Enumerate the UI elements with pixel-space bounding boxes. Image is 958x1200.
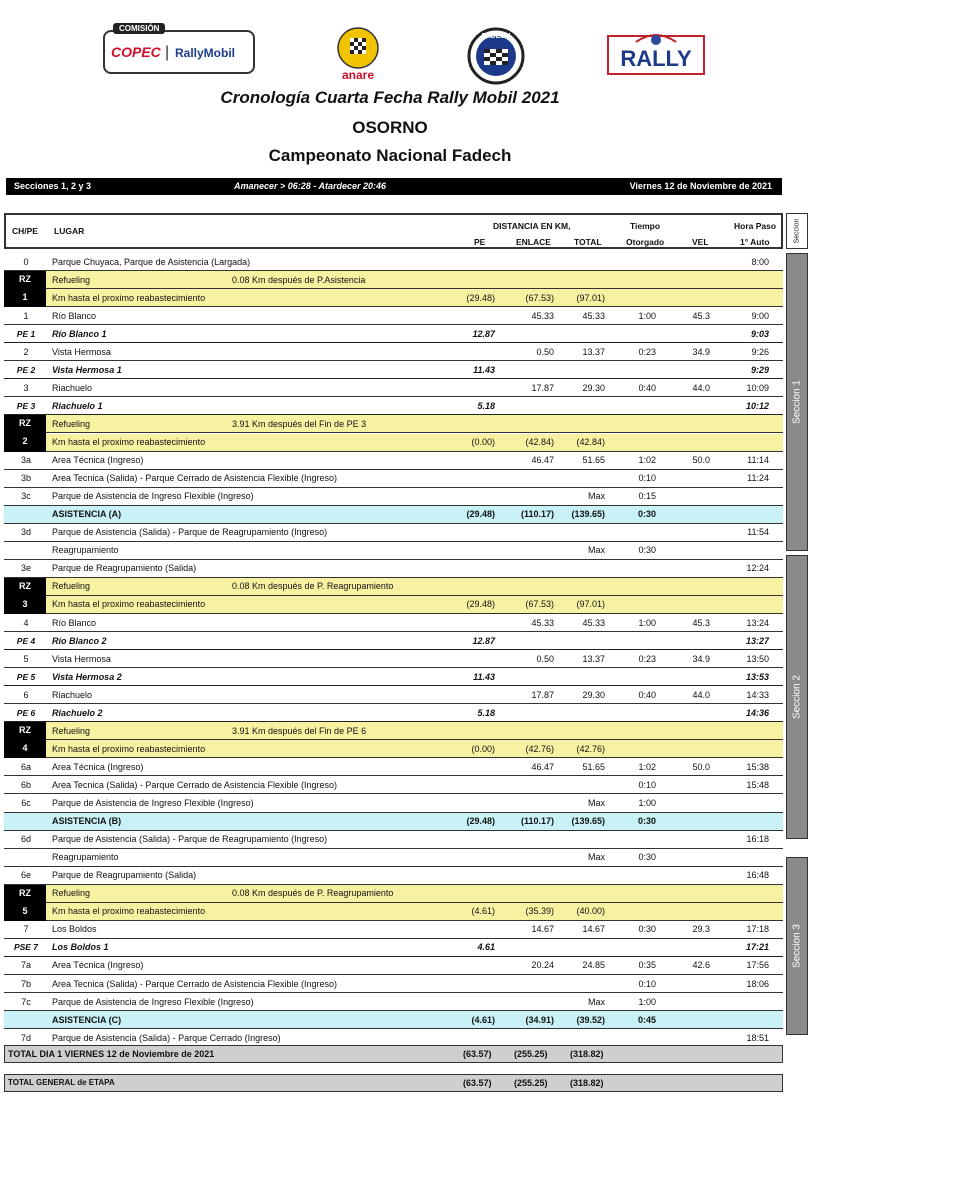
ch-cell: 3b xyxy=(20,473,31,484)
stage-row xyxy=(4,668,783,686)
lugar-cell: Los Boldos 1 xyxy=(52,942,109,953)
header-distancia: DISTANCIA EN KM, xyxy=(493,221,571,231)
refuel-zone-badge xyxy=(4,885,46,921)
stage-row xyxy=(4,704,783,722)
total-general-pe: (63.57) xyxy=(463,1078,492,1088)
tiempo-cell: 0:30 xyxy=(638,545,656,556)
enlace-cell: 46.47 xyxy=(531,761,554,772)
total-general-total: (318.82) xyxy=(570,1078,604,1088)
vel-cell: 50.0 xyxy=(692,761,710,772)
lugar-cell: Parque de Asistencia (Salida) - Parque de Reagrupamiento (Ingreso) xyxy=(52,527,328,538)
ch-cell: 6e xyxy=(20,870,31,881)
hora-cell: 16:48 xyxy=(746,870,769,881)
lugar-cell: Refueling xyxy=(52,274,91,285)
date-label: Viernes 12 de Noviembre de 2021 xyxy=(629,181,772,191)
enlace-cell: 14.67 xyxy=(531,924,554,935)
enlace-cell: (110.17) xyxy=(520,816,554,827)
ch-cell: 3 xyxy=(23,382,29,393)
refuel-zone-badge xyxy=(4,415,46,451)
table-row xyxy=(4,975,783,993)
ch-cell: 3c xyxy=(21,491,31,502)
copec-tag: COMISIÓN xyxy=(113,23,165,34)
tiempo-cell: 1:00 xyxy=(638,310,656,321)
refuel-row xyxy=(4,722,783,740)
total-cell: 51.65 xyxy=(582,761,605,772)
hora-cell: 14:33 xyxy=(746,689,769,700)
header-chpe: CH/PE xyxy=(12,226,38,236)
refuel-row xyxy=(4,415,783,433)
total-cell: Max xyxy=(587,491,605,502)
lugar-cell: Río Blanco xyxy=(52,310,97,321)
table-row xyxy=(4,470,783,488)
header-primer-auto: 1° Auto xyxy=(740,237,770,247)
pe-cell: 12.87 xyxy=(472,635,495,646)
rz-label: RZ xyxy=(19,418,31,429)
section-1-band xyxy=(786,253,808,551)
pe-cell: 11.43 xyxy=(473,671,495,682)
lugar-cell: Reagrupamiento xyxy=(52,852,119,863)
lugar-cell: Riachuelo 2 xyxy=(52,707,103,718)
tiempo-cell: 0:10 xyxy=(638,779,656,790)
total-cell: 51.65 xyxy=(582,455,605,466)
ch-cell: PSE 7 xyxy=(13,942,39,953)
table-row xyxy=(4,452,783,470)
header-lugar: LUGAR xyxy=(54,226,85,236)
lugar-cell: ASISTENCIA (B) xyxy=(52,816,122,827)
enlace-cell: 0.50 xyxy=(536,346,554,357)
lugar-cell: Refueling xyxy=(52,888,91,899)
hora-cell: 11:54 xyxy=(747,527,769,538)
copec-rallymobil-logo xyxy=(103,24,255,74)
table-row xyxy=(4,343,783,361)
lugar-cell: Area Técnica (Ingreso) xyxy=(52,761,144,772)
refuel-zone-badge xyxy=(4,578,46,614)
table-row xyxy=(4,560,783,578)
table-row xyxy=(4,614,783,632)
hora-cell: 9:26 xyxy=(751,346,769,357)
ch-cell: 6c xyxy=(21,798,31,809)
hora-cell: 9:00 xyxy=(751,310,769,321)
total-dia-pe: (63.57) xyxy=(463,1049,492,1059)
lugar-cell: Riachuelo 1 xyxy=(52,400,103,411)
pe-cell: (29.48) xyxy=(466,509,495,520)
total-cell: Max xyxy=(587,996,605,1007)
lugar-cell: Riachuelo xyxy=(52,689,93,700)
lugar-cell: Vista Hermosa 2 xyxy=(52,671,122,682)
hora-cell: 13:53 xyxy=(745,671,769,682)
hora-cell: 18:06 xyxy=(746,978,769,989)
section-column-header xyxy=(786,213,808,249)
rz-label: RZ xyxy=(19,725,31,736)
section-2-label: Seccion 2 xyxy=(791,675,803,719)
stage-row xyxy=(4,632,783,650)
lugar-cell: Parque de Asistencia (Salida) - Parque Cerrado (Ingreso) xyxy=(52,1032,281,1043)
ch-cell: 4 xyxy=(23,617,29,628)
sections-label: Secciones 1, 2 y 3 xyxy=(14,181,92,191)
ch-cell: 7c xyxy=(21,996,31,1007)
rallymobil-brand: RallyMobil xyxy=(175,46,236,60)
lugar-cell: Parque Chuyaca, Parque de Asistencia (Largada) xyxy=(52,256,251,267)
total-cell: 45.33 xyxy=(582,310,605,321)
rz-label: RZ xyxy=(19,274,31,285)
asistencia-row xyxy=(4,813,783,831)
tiempo-cell: 0:40 xyxy=(638,689,656,700)
table-row xyxy=(4,524,783,542)
tiempo-cell: 0:10 xyxy=(638,978,656,989)
lugar-cell: Area Técnica (Ingreso) xyxy=(52,455,144,466)
table-row xyxy=(4,253,783,271)
enlace-cell: (42.76) xyxy=(525,743,554,754)
ch-cell: PE 6 xyxy=(16,707,36,718)
tiempo-cell: 1:00 xyxy=(638,617,656,628)
refuel-note: 0.08 Km después de P.Asistencia xyxy=(232,274,366,285)
refuel-row xyxy=(4,289,783,307)
hora-cell: 9:29 xyxy=(750,364,769,375)
vel-cell: 29.3 xyxy=(692,924,710,935)
lugar-cell: Km hasta el proximo reabastecimiento xyxy=(52,437,206,448)
total-cell: Max xyxy=(587,798,605,809)
lugar-cell: Parque de Asistencia de Ingreso Flexible (Ingreso) xyxy=(52,996,254,1007)
refuel-row xyxy=(4,434,783,452)
ch-cell: 6d xyxy=(20,834,31,845)
header-hora-paso: Hora Paso xyxy=(734,221,777,231)
pe-cell: (29.48) xyxy=(466,816,495,827)
section-2-band xyxy=(786,555,808,839)
total-cell: 13.37 xyxy=(582,653,605,664)
tiempo-cell: 1:00 xyxy=(638,798,656,809)
total-general-row xyxy=(4,1074,783,1092)
anare-logo xyxy=(330,22,386,84)
refuel-note: 0.08 Km después de P. Reagrupamiento xyxy=(232,581,394,592)
enlace-cell: (34.91) xyxy=(525,1014,554,1025)
rz-number: 1 xyxy=(22,292,28,303)
refuel-row xyxy=(4,271,783,289)
table-row xyxy=(4,849,783,867)
enlace-cell: 17.87 xyxy=(531,689,554,700)
total-cell: (42.84) xyxy=(576,437,605,448)
total-cell: (139.65) xyxy=(571,509,605,520)
lugar-cell: Parque de Asistencia de Ingreso Flexible (Ingreso) xyxy=(52,491,254,502)
ch-cell: 7b xyxy=(20,978,31,989)
anare-text: anare xyxy=(341,68,375,82)
total-cell: (139.65) xyxy=(571,816,605,827)
hora-cell: 11:14 xyxy=(747,455,769,466)
tiempo-cell: 1:02 xyxy=(638,455,656,466)
table-row xyxy=(4,867,783,885)
hora-cell: 17:21 xyxy=(745,942,769,953)
page-subtitle-championship: Campeonato Nacional Fadech xyxy=(268,146,512,165)
total-cell: Max xyxy=(587,852,605,863)
tiempo-cell: 0:30 xyxy=(637,509,656,520)
hora-cell: 12:24 xyxy=(746,563,769,574)
rz-number: 3 xyxy=(22,598,28,609)
total-dia-row xyxy=(4,1045,783,1063)
lugar-cell: ASISTENCIA (C) xyxy=(52,1014,122,1025)
fadech-text: FADECH xyxy=(481,33,511,40)
ch-cell: PE 1 xyxy=(16,328,36,339)
tiempo-cell: 1:02 xyxy=(638,761,656,772)
fadech-logo xyxy=(467,27,525,85)
rz-number: 5 xyxy=(22,905,28,916)
tiempo-cell: 0:30 xyxy=(638,852,656,863)
enlace-cell: (67.53) xyxy=(525,292,554,303)
lugar-cell: Vista Hermosa 1 xyxy=(52,364,122,375)
vel-cell: 44.0 xyxy=(692,382,710,393)
lugar-cell: Reagrupamiento xyxy=(52,545,119,556)
table-row xyxy=(4,379,783,397)
total-dia-label: TOTAL DIA 1 VIERNES 12 de Noviembre de 2021 xyxy=(8,1049,215,1059)
lugar-cell: Parque de Reagrupamiento (Salida) xyxy=(52,563,197,574)
pe-cell: 5.18 xyxy=(477,707,495,718)
table-row xyxy=(4,776,783,794)
lugar-cell: Area Tecnica (Salida) - Parque Cerrado de Asistencia Flexible (Ingreso) xyxy=(52,473,337,484)
stage-row xyxy=(4,397,783,415)
sunrise-sunset-label: Amanecer > 06:28 - Atardecer 20:46 xyxy=(234,181,387,191)
lugar-cell: Refueling xyxy=(52,725,91,736)
pe-cell: 12.87 xyxy=(472,328,495,339)
section-header-label: Seccion xyxy=(793,218,801,244)
asistencia-row xyxy=(4,1011,783,1029)
table-row xyxy=(4,650,783,668)
ch-cell: 7d xyxy=(20,1032,31,1043)
hora-cell: 14:36 xyxy=(745,707,769,718)
pe-cell: (4.61) xyxy=(471,1014,495,1025)
hora-cell: 15:48 xyxy=(746,779,769,790)
lugar-cell: Km hasta el proximo reabastecimiento xyxy=(52,743,206,754)
enlace-cell: 17.87 xyxy=(531,382,554,393)
total-cell: (40.00) xyxy=(576,906,605,917)
lugar-cell: Km hasta el proximo reabastecimiento xyxy=(52,906,206,917)
enlace-cell: (35.39) xyxy=(525,906,554,917)
lugar-cell: Vista Hermosa xyxy=(52,653,111,664)
pe-cell: (0.00) xyxy=(471,743,495,754)
refuel-row xyxy=(4,596,783,614)
vel-cell: 45.3 xyxy=(692,617,710,628)
refuel-row xyxy=(4,885,783,903)
table-header xyxy=(4,213,783,249)
refuel-row xyxy=(4,578,783,596)
enlace-cell: 20.24 xyxy=(531,960,554,971)
lugar-cell: Area Técnica (Ingreso) xyxy=(52,960,144,971)
table-row xyxy=(4,957,783,975)
vel-cell: 42.6 xyxy=(692,960,710,971)
lugar-cell: Area Tecnica (Salida) - Parque Cerrado de Asistencia Flexible (Ingreso) xyxy=(52,978,337,989)
rally-text: RALLY xyxy=(620,46,692,71)
hora-cell: 10:12 xyxy=(745,400,769,411)
section-3-band xyxy=(786,857,808,1035)
hora-cell: 13:27 xyxy=(745,635,769,646)
lugar-cell: Km hasta el proximo reabastecimiento xyxy=(52,292,206,303)
copec-separator: | xyxy=(165,44,170,61)
stage-row xyxy=(4,325,783,343)
lugar-cell: ASISTENCIA (A) xyxy=(52,509,122,520)
tiempo-cell: 0:10 xyxy=(638,473,656,484)
tiempo-cell: 0:23 xyxy=(638,653,656,664)
ch-cell: 0 xyxy=(23,256,29,267)
ch-cell: 3e xyxy=(20,563,31,574)
hora-cell: 9:03 xyxy=(750,328,769,339)
total-dia-enlace: (255.25) xyxy=(514,1049,548,1059)
tiempo-cell: 1:00 xyxy=(638,996,656,1007)
vel-cell: 50.0 xyxy=(692,455,710,466)
total-general-label: TOTAL GENERAL de ETAPA xyxy=(8,1078,115,1087)
lugar-cell: Río Blanco xyxy=(52,617,97,628)
pe-cell: 5.18 xyxy=(477,400,495,411)
header-total: TOTAL xyxy=(574,237,602,247)
table-row xyxy=(4,993,783,1011)
table-row xyxy=(4,542,783,560)
total-cell: Max xyxy=(587,545,605,556)
total-cell: (39.52) xyxy=(576,1014,605,1025)
sections-info-bar xyxy=(6,178,782,195)
hora-cell: 17:18 xyxy=(746,924,769,935)
page-subtitle-city: OSORNO xyxy=(352,118,428,137)
refuel-row xyxy=(4,740,783,758)
enlace-cell: 45.33 xyxy=(531,310,554,321)
ch-cell: 3d xyxy=(20,527,31,538)
lugar-cell: Parque de Reagrupamiento (Salida) xyxy=(52,870,197,881)
header-tiempo: Tiempo xyxy=(630,221,661,231)
section-3-label: Seccion 3 xyxy=(791,924,803,968)
hora-cell: 13:50 xyxy=(746,653,769,664)
pe-cell: (0.00) xyxy=(471,437,495,448)
pe-cell: (29.48) xyxy=(466,292,495,303)
asistencia-row xyxy=(4,506,783,524)
total-cell: 45.33 xyxy=(582,617,605,628)
header-enlace: ENLACE xyxy=(516,237,551,247)
hora-cell: 10:09 xyxy=(746,382,769,393)
tiempo-cell: 0:35 xyxy=(638,960,656,971)
tiempo-cell: 0:30 xyxy=(637,816,656,827)
total-cell: 14.67 xyxy=(582,924,605,935)
pe-cell: (29.48) xyxy=(466,599,495,610)
total-general-enlace: (255.25) xyxy=(514,1078,548,1088)
pe-cell: (4.61) xyxy=(471,906,495,917)
refuel-note: 3.91 Km después del Fin de PE 6 xyxy=(232,725,367,736)
enlace-cell: 46.47 xyxy=(531,455,554,466)
header-vel: VEL xyxy=(692,237,709,247)
total-cell: 29.30 xyxy=(582,689,605,700)
vel-cell: 44.0 xyxy=(692,689,710,700)
total-cell: 29.30 xyxy=(582,382,605,393)
ch-cell: 3a xyxy=(20,455,31,466)
refuel-note: 0.08 Km después de P. Reagrupamiento xyxy=(232,888,394,899)
total-cell: 13.37 xyxy=(582,346,605,357)
hora-cell: 13:24 xyxy=(746,617,769,628)
enlace-cell: (110.17) xyxy=(520,509,554,520)
refuel-note: 3.91 Km después del Fin de PE 3 xyxy=(232,418,367,429)
table-row xyxy=(4,795,783,813)
vel-cell: 45.3 xyxy=(692,310,710,321)
lugar-cell: Refueling xyxy=(52,418,91,429)
hora-cell: 16:18 xyxy=(746,834,769,845)
ch-cell: PE 2 xyxy=(16,364,36,375)
copec-brand: COPEC xyxy=(111,44,161,60)
refuel-zone-badge xyxy=(4,271,46,307)
tiempo-cell: 0:23 xyxy=(638,346,656,357)
total-cell: (97.01) xyxy=(576,292,605,303)
section-1-label: Seccion 1 xyxy=(791,380,803,424)
lugar-cell: Km hasta el proximo reabastecimiento xyxy=(52,599,206,610)
stage-row xyxy=(4,939,783,957)
enlace-cell: 45.33 xyxy=(531,617,554,628)
ch-cell: 6b xyxy=(20,779,31,790)
ch-cell: 7 xyxy=(23,924,29,935)
pe-cell: 4.61 xyxy=(477,942,495,953)
tiempo-cell: 0:45 xyxy=(637,1014,656,1025)
lugar-cell: Riachuelo xyxy=(52,382,93,393)
header-otorgado: Otorgado xyxy=(626,237,665,247)
tiempo-cell: 0:30 xyxy=(638,924,656,935)
enlace-cell: 0.50 xyxy=(536,653,554,664)
tiempo-cell: 0:15 xyxy=(638,491,656,502)
table-row xyxy=(4,831,783,849)
table-row xyxy=(4,758,783,776)
hora-cell: 8:00 xyxy=(751,256,769,267)
hora-cell: 11:24 xyxy=(747,473,769,484)
lugar-cell: Parque de Asistencia de Ingreso Flexible (Ingreso) xyxy=(52,798,254,809)
table-row xyxy=(4,686,783,704)
ch-cell: 2 xyxy=(23,346,29,357)
ch-cell: 7a xyxy=(20,960,31,971)
lugar-cell: Area Tecnica (Salida) - Parque Cerrado de Asistencia Flexible (Ingreso) xyxy=(52,779,337,790)
pe-cell: 11.43 xyxy=(473,364,495,375)
table-row xyxy=(4,921,783,939)
hora-cell: 18:51 xyxy=(746,1032,769,1043)
ch-cell: 6a xyxy=(20,761,31,772)
rz-label: RZ xyxy=(19,887,31,898)
rally-nacional-logo xyxy=(606,28,706,78)
page-title: Cronología Cuarta Fecha Rally Mobil 2021 xyxy=(220,88,560,107)
ch-cell: PE 4 xyxy=(16,635,36,646)
ch-cell: 6 xyxy=(23,689,29,700)
ch-cell: 1 xyxy=(23,310,29,321)
vel-cell: 34.9 xyxy=(692,346,710,357)
table-row xyxy=(4,488,783,506)
ch-cell: 5 xyxy=(23,653,29,664)
header-pe: PE xyxy=(474,237,486,247)
lugar-cell: Los Boldos xyxy=(52,924,97,935)
total-cell: (42.76) xyxy=(576,743,605,754)
table-row xyxy=(4,307,783,325)
total-dia-total: (318.82) xyxy=(570,1049,604,1059)
refuel-row xyxy=(4,903,783,921)
ch-cell: PE 5 xyxy=(16,671,36,682)
hora-cell: 15:38 xyxy=(746,761,769,772)
enlace-cell: (67.53) xyxy=(525,599,554,610)
enlace-cell: (42.84) xyxy=(525,437,554,448)
lugar-cell: Refueling xyxy=(52,581,91,592)
ch-cell: PE 3 xyxy=(16,400,36,411)
hora-cell: 17:56 xyxy=(746,960,769,971)
rz-number: 2 xyxy=(22,436,28,447)
vel-cell: 34.9 xyxy=(692,653,710,664)
rz-number: 4 xyxy=(22,743,28,754)
lugar-cell: Parque de Asistencia (Salida) - Parque de Reagrupamiento (Ingreso) xyxy=(52,834,328,845)
rz-label: RZ xyxy=(19,580,31,591)
lugar-cell: Vista Hermosa xyxy=(52,346,111,357)
refuel-zone-badge xyxy=(4,722,46,758)
stage-row xyxy=(4,361,783,379)
total-cell: (97.01) xyxy=(576,599,605,610)
tiempo-cell: 0:40 xyxy=(638,382,656,393)
lugar-cell: Río Blanco 2 xyxy=(52,635,107,646)
lugar-cell: Río Blanco 1 xyxy=(52,328,107,339)
total-cell: 24.85 xyxy=(582,960,605,971)
